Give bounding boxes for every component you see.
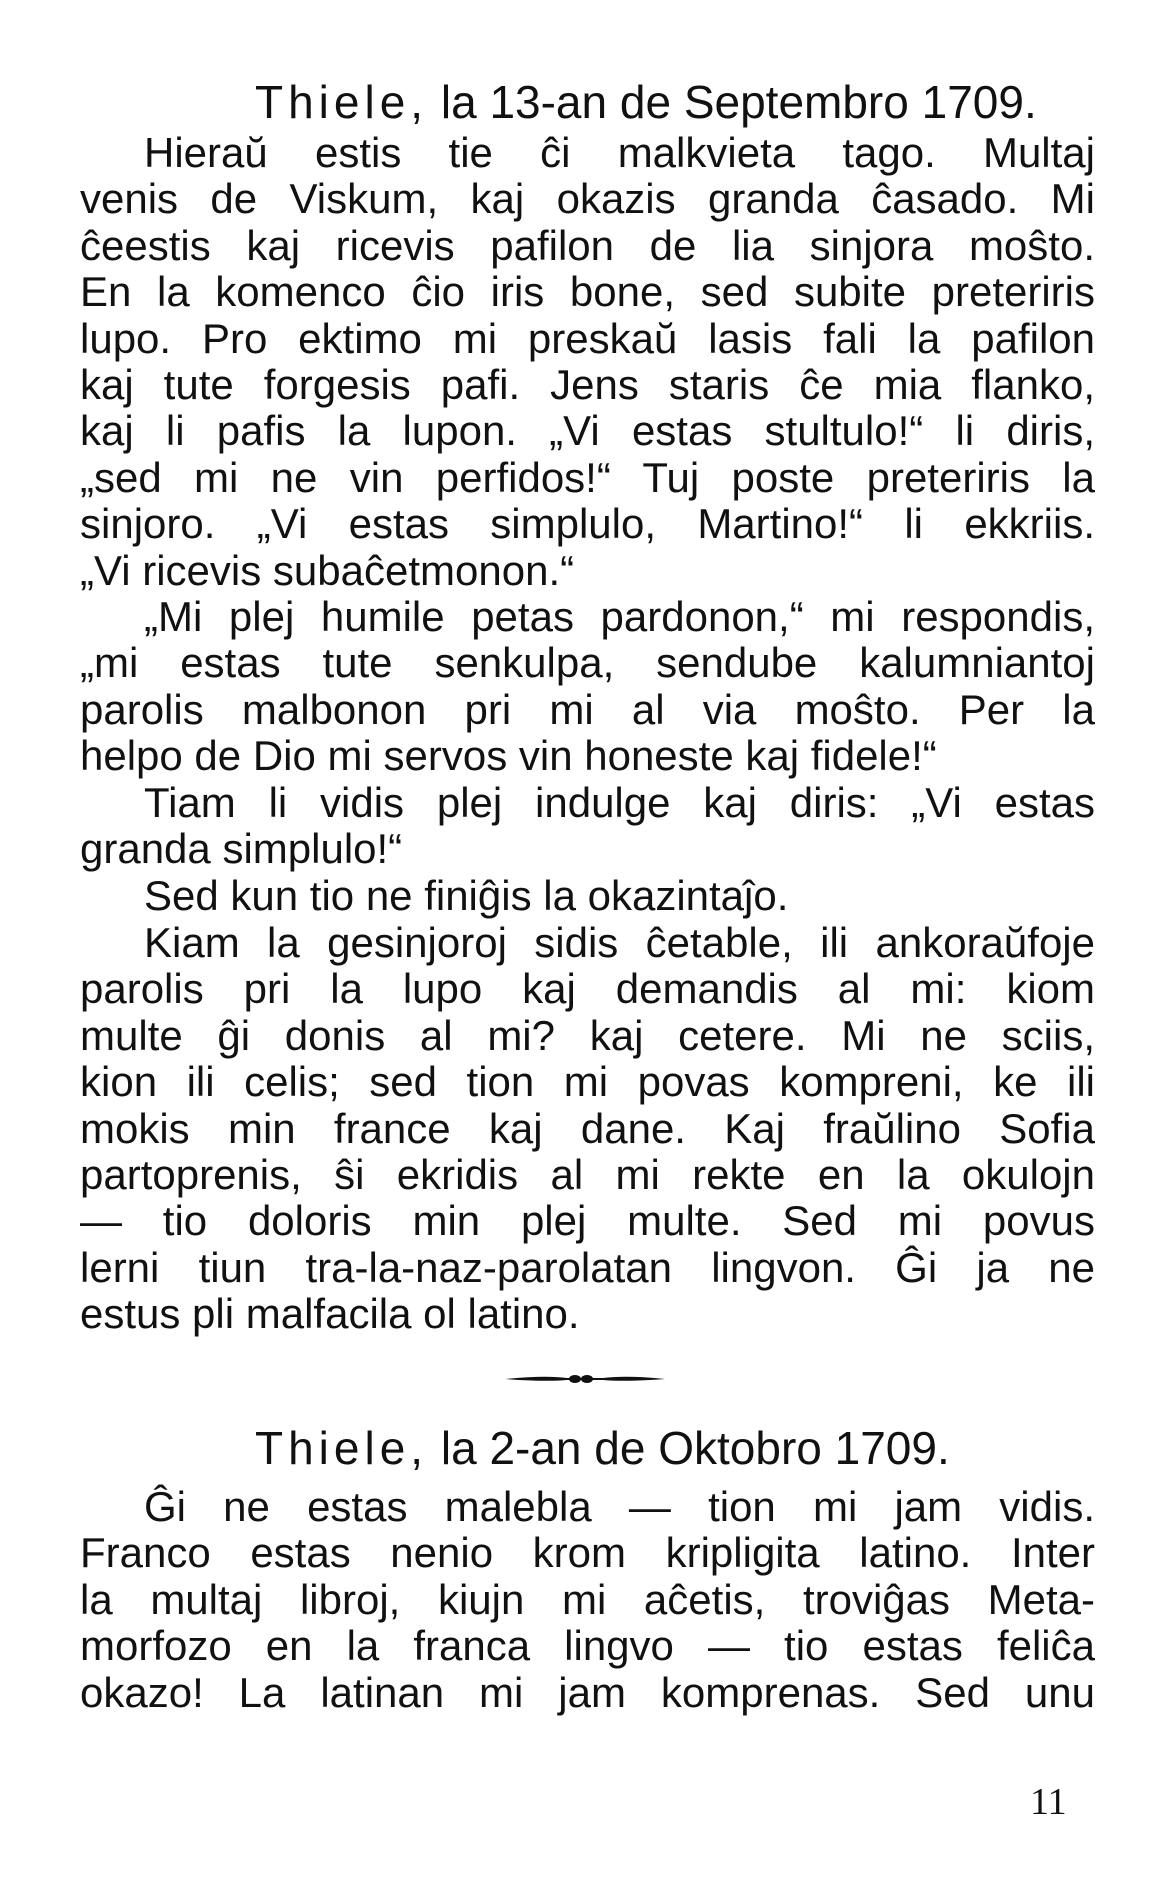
text-line: „Mi plej humile petas pardonon,“ mi respondis,: [144, 594, 1095, 640]
text-line: „mi estas tute senkulpa, sendube kalumniantoj: [80, 640, 1095, 687]
text-line: parolis pri la lupo kaj demandis al mi: kiom: [80, 966, 1095, 1013]
text-line: la multaj libroj, kiujn mi aĉetis, troviĝas Meta-: [80, 1576, 1095, 1623]
text-line: multe ĝi donis al mi? kaj cetere. Mi ne sciis,: [80, 1012, 1095, 1059]
text-line: „sed mi ne vin perfidos!“ Tuj poste preteriris la: [80, 454, 1095, 501]
paragraph: [80, 920, 1095, 1338]
text-line: helpo de Dio mi servos vin honeste kaj fidele!“: [80, 733, 937, 780]
text-line: Ĝi ne estas malebla — tion mi jam vidis.: [144, 1484, 1095, 1530]
paragraph: [80, 873, 1095, 919]
text-line: estus pli malfacila ol latino.: [80, 1291, 580, 1338]
text-line: Franco estas nenio krom kripligita latino. Inter: [80, 1530, 1095, 1577]
entry-place: Thiele,: [255, 76, 429, 128]
text-line: sinjoro. „Vi estas simplulo, Martino!“ li ekkriis.: [80, 501, 1095, 548]
text-line: „Vi ricevis subaĉetmonon.“: [80, 547, 575, 594]
text-line: granda simplulo!“: [80, 826, 403, 873]
text-line: morfozo en la franca lingvo — tio estas feliĉa: [80, 1623, 1095, 1670]
text-line: Hieraŭ estis tie ĉi malkvieta tago. Multaj: [144, 130, 1095, 176]
entry-place: Thiele,: [255, 1422, 429, 1474]
text-line: Kiam la gesinjoroj sidis ĉetable, ili ankoraŭfoje: [144, 920, 1095, 966]
text-line: lupo. Pro ektimo mi preskaŭ lasis fali la pafilon: [80, 315, 1095, 362]
paragraph: [80, 1484, 1095, 1716]
text-line: — tio doloris min plej multe. Sed mi povus: [80, 1198, 1095, 1245]
text-line: Sed kun tio ne finiĝis la okazintaĵo.: [144, 873, 789, 919]
paragraph: [80, 130, 1095, 594]
text-line: En la komenco ĉio iris bone, sed subite preteriris: [80, 269, 1095, 316]
entry-date: la 13-an de Septembro 1709.: [440, 76, 1037, 128]
paragraph: [80, 594, 1095, 780]
text-line: mokis min france kaj dane. Kaj fraŭlino Sofia: [80, 1105, 1095, 1152]
text-line: kaj tute forgesis pafi. Jens staris ĉe mia flanko,: [80, 361, 1095, 408]
text-line: ĉeestis kaj ricevis pafilon de lia sinjora moŝto.: [80, 222, 1095, 269]
diary-entry-heading: [255, 1422, 1095, 1474]
text-line: Tiam li vidis plej indulge kaj diris: „Vi estas: [144, 780, 1095, 826]
text-line: venis de Viskum, kaj okazis granda ĉasado. Mi: [80, 176, 1095, 223]
diary-entry-heading: [255, 76, 1095, 128]
entry-date: la 2-an de Oktobro 1709.: [440, 1422, 950, 1474]
text-line: okazo! La latinan mi jam komprenas. Sed unu: [80, 1669, 1095, 1716]
paragraph: [80, 780, 1095, 873]
ornament-divider-icon: [505, 1372, 665, 1386]
text-line: kion ili celis; sed tion mi povas kompreni, ke ili: [80, 1059, 1095, 1106]
text-line: parolis malbonon pri mi al via moŝto. Per la: [80, 686, 1095, 733]
text-line: kaj li pafis la lupon. „Vi estas stultulo!“ li diris,: [80, 408, 1095, 455]
text-line: lerni tiun tra-la-naz-parolatan lingvon. Ĝi ja ne: [80, 1244, 1095, 1291]
text-line: partoprenis, ŝi ekridis al mi rekte en la okulojn: [80, 1151, 1095, 1198]
page-number: 11: [1030, 1781, 1067, 1823]
